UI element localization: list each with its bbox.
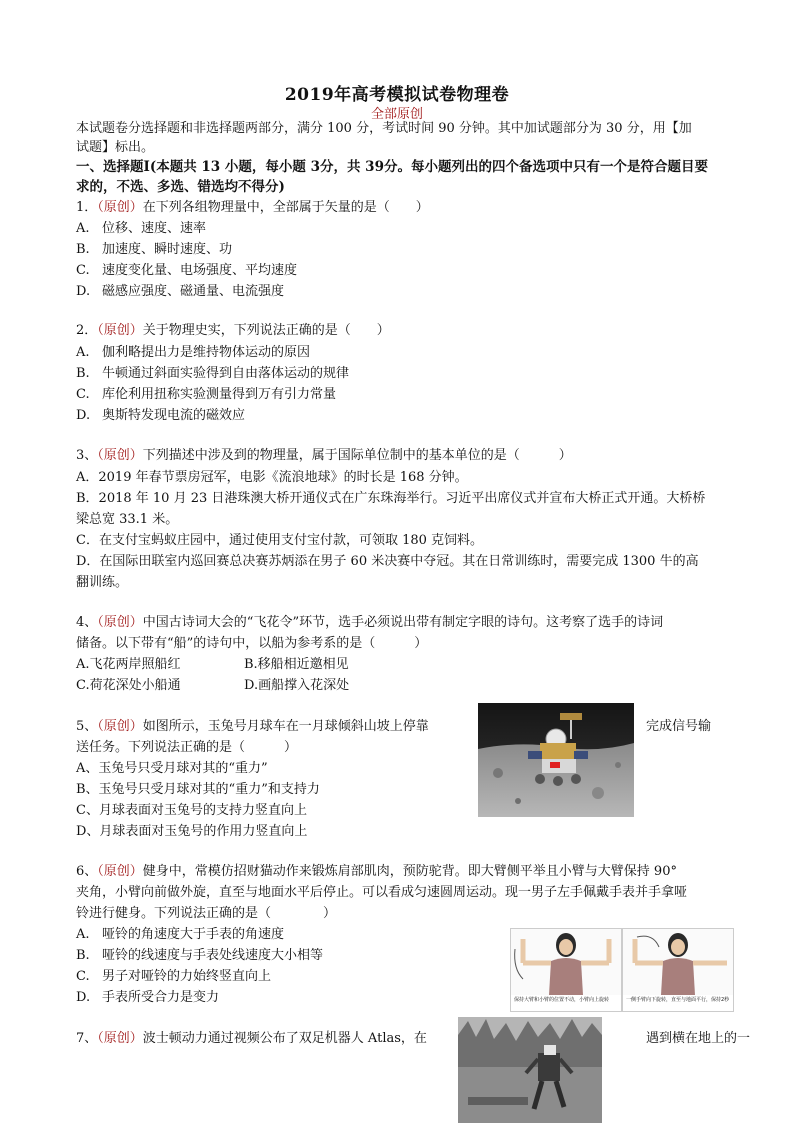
- question-3-option-b: B．2018 年 10 月 23 日港珠澳大桥开通仪式在广东珠海举行。习近平出席仪式并宣布大桥正式开通。大桥桥: [76, 491, 706, 506]
- intro-line-2: 试题】标出。: [76, 140, 155, 155]
- question-4-stem: [76, 614, 663, 632]
- exercise-image-left: [510, 928, 622, 1012]
- question-4-stem-cont: 储备。以下带有“船”的诗句中，以船为参考系的是（ ）: [76, 636, 428, 651]
- question-text: 中国古诗词大会的“飞花令”环节，选手必须说出带有制定字眼的诗句。这考察了选手的诗词: [142, 615, 664, 630]
- question-number: 5、: [76, 719, 98, 734]
- question-number: 4、: [76, 615, 98, 630]
- question-2-option-a: A. 伽利略提出力是维持物体运动的原因: [76, 345, 311, 360]
- question-2-option-c: C. 库伦利用扭称实验测量得到万有引力常量: [76, 387, 337, 402]
- original-tag: （原创）: [97, 719, 143, 734]
- question-text: 健身中，常模仿招财猫动作来锻炼肩部肌肉，预防驼背。即大臂侧平举且小臂与大臂保持 90°: [142, 864, 677, 879]
- question-4-option-d: D.画船撑入花深处: [244, 678, 350, 693]
- question-number: 2．: [76, 323, 98, 338]
- question-1-stem: [76, 199, 429, 217]
- question-4-option-c: C.荷花深处小船通: [76, 678, 181, 693]
- original-tag: （原创）: [97, 448, 143, 463]
- exercise-image-right: [622, 928, 734, 1012]
- question-number: 1．: [76, 200, 98, 215]
- original-tag: （原创）: [97, 323, 143, 338]
- question-text: 波士顿动力通过视频公布了双足机器人 Atlas，在: [142, 1031, 427, 1046]
- question-4-option-b: B.移船相近邀相见: [244, 657, 349, 672]
- question-2-option-d: D. 奥斯特发现电流的磁效应: [76, 408, 246, 423]
- robot-image: [458, 1017, 602, 1123]
- question-text: 下列描述中涉及到的物理量，属于国际单位制中的基本单位的是（ ）: [142, 448, 572, 463]
- original-tag: （原创）: [97, 864, 143, 879]
- question-text: 如图所示，玉兔号月球车在一月球倾斜山坡上停靠: [142, 719, 429, 734]
- question-3-stem: [76, 447, 572, 465]
- question-4-option-a: A.飞花两岸照船红: [76, 657, 181, 672]
- question-3-option-d-cont: 翻训练。: [76, 575, 129, 590]
- exercise-caption-left: 保持大臂和小臂的位置不动，小臂向上旋转: [514, 997, 610, 1003]
- original-tag: （原创）: [97, 615, 143, 630]
- question-7-stem: [76, 1030, 427, 1048]
- question-3-option-d: D．在国际田联室内巡回赛总决赛苏炳添在男子 60 米决赛中夺冠。其在日常训练时，需要完成 1300 牛的高: [76, 554, 699, 569]
- question-6-stem-cont-2: 铃进行健身。下列说法正确的是（ ）: [76, 906, 337, 921]
- question-2-stem: [76, 322, 390, 340]
- question-6-stem: [76, 863, 677, 881]
- question-2-option-b: B. 牛顿通过斜面实验得到自由落体运动的规律: [76, 366, 350, 381]
- original-tag: （原创）: [97, 1031, 143, 1046]
- question-6-option-b: B. 哑铃的线速度与手表处线速度大小相等: [76, 948, 324, 963]
- intro-line-1: 本试题卷分选择题和非选择题两部分，满分 100 分，考试时间 90 分钟。其中加试题部分为 30 分，用【加: [76, 121, 692, 136]
- page-subtitle: 全部原创: [370, 107, 423, 122]
- question-1-option-a: A. 位移、速度、速率: [76, 221, 207, 236]
- question-3-option-a: A．2019 年春节票房冠军，电影《流浪地球》的时长是 168 分钟。: [76, 470, 468, 485]
- question-5-stem: [76, 718, 429, 736]
- question-6-option-c: C. 男子对哑铃的力始终竖直向上: [76, 969, 272, 984]
- question-6-stem-cont-1: 夹角，小臂向前做外旋，直至与地面水平后停止。可以看成匀速圆周运动。现一男子左手佩戴手表并手拿哑: [76, 885, 688, 900]
- question-1-option-c: C. 速度变化量、电场强度、平均速度: [76, 263, 298, 278]
- question-6-option-a: A. 哑铃的角速度大于手表的角速度: [76, 927, 285, 942]
- question-5-option-c: C、月球表面对玉兔号的支持力竖直向上: [76, 803, 307, 818]
- page-title: 2019年高考模拟试卷物理卷: [284, 85, 510, 105]
- question-number: 6、: [76, 864, 98, 879]
- question-3-option-b-cont: 梁总宽 33.1 米。: [76, 512, 179, 527]
- question-number: 7、: [76, 1031, 98, 1046]
- question-5-option-d: D、月球表面对玉兔号的作用力竖直向上: [76, 824, 308, 839]
- question-5-stem-right: 完成信号输: [646, 719, 712, 734]
- question-7-stem-right: 遇到横在地上的一: [646, 1031, 751, 1046]
- question-5-option-b: B、玉兔号只受月球对其的“重力”和支持力: [76, 782, 320, 797]
- section-heading-line-2: 求的，不选、多选、错选均不得分): [76, 179, 285, 195]
- original-tag: （原创）: [97, 200, 143, 215]
- question-5-option-a: A、玉兔号只受月球对其的“重力”: [76, 761, 268, 776]
- question-1-option-b: B. 加速度、瞬时速度、功: [76, 242, 233, 257]
- robot-illustration: [458, 1017, 602, 1123]
- question-5-stem-cont: 送任务。下列说法正确的是（ ）: [76, 740, 298, 755]
- question-text: 在下列各组物理量中，全部属于矢量的是（ ）: [142, 200, 429, 215]
- lunar-rover-image: [478, 703, 634, 817]
- section-heading-line-1: 一、选择题Ⅰ(本题共 13 小题，每小题 3分，共 39分。每小题列出的四个备选项中只有一个是符合题目要: [76, 159, 708, 175]
- exercise-caption-right: 一侧手臂向下旋转，直至与地面平行，保持2秒: [626, 997, 730, 1003]
- exercise-figure-left: [511, 929, 621, 995]
- lunar-rover-illustration: [478, 703, 634, 817]
- question-3-option-c: C．在支付宝蚂蚁庄园中，通过使用支付宝付款，可领取 180 克饲料。: [76, 533, 484, 548]
- question-6-option-d: D. 手表所受合力是变力: [76, 990, 220, 1005]
- question-1-option-d: D. 磁感应强度、磁通量、电流强度: [76, 284, 285, 299]
- exercise-figure-right: [623, 929, 733, 995]
- question-text: 关于物理史实，下列说法正确的是（ ）: [142, 323, 390, 338]
- question-number: 3、: [76, 448, 98, 463]
